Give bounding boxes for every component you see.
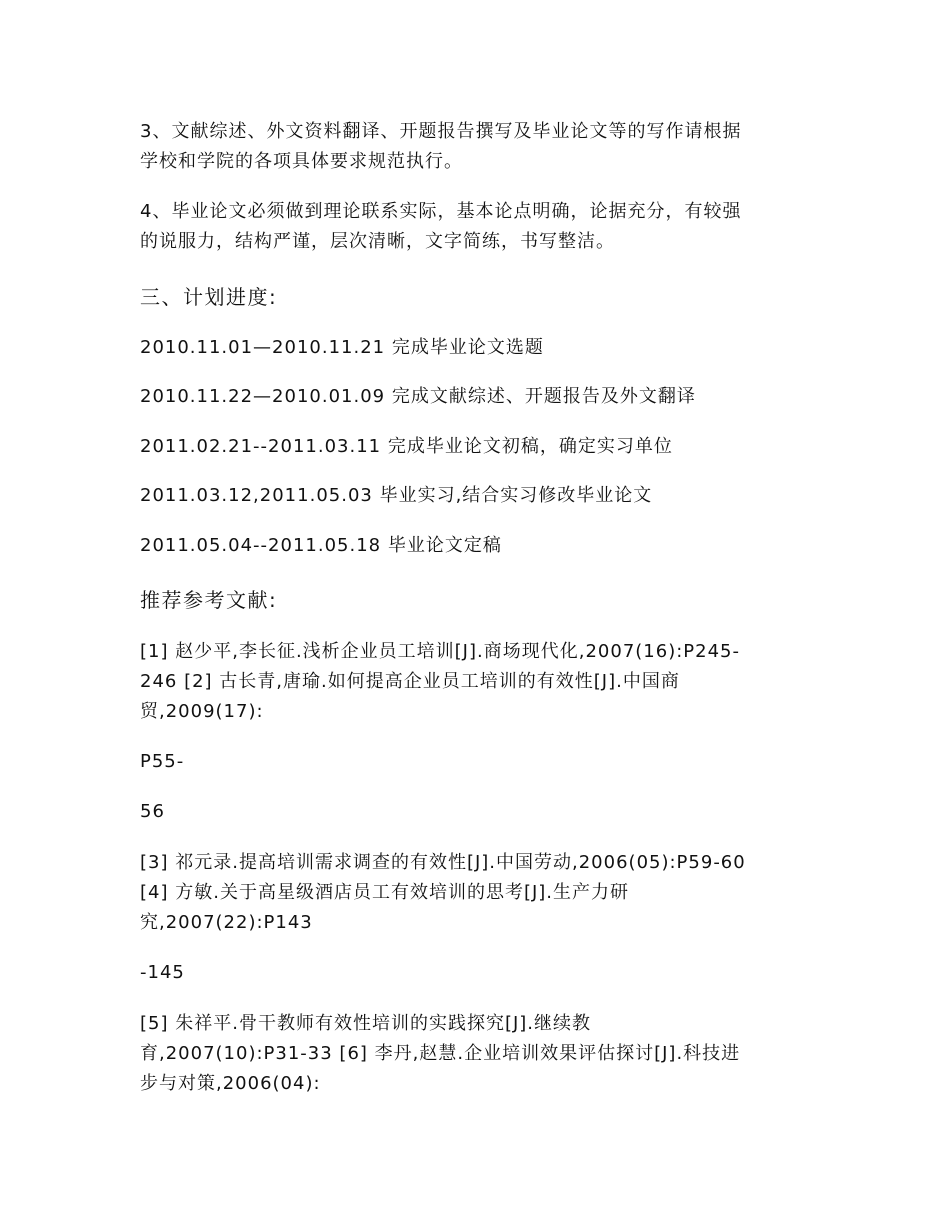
requirement-4-line-2: 的说服力，结构严谨，层次清晰，文字简练，书写整洁。	[140, 231, 615, 252]
reference-line: 56	[140, 801, 165, 822]
reference-line: 246 [2] 古长青,唐瑜.如何提高企业员工培训的有效性[J].中国商	[140, 671, 680, 692]
schedule-heading: 三、计划进度:	[140, 285, 278, 309]
reference-line: -145	[140, 962, 185, 983]
schedule-row: 2011.03.12,2011.05.03 毕业实习,结合实习修改毕业论文	[140, 485, 653, 506]
requirement-3-line-1: 3、文献综述、外文资料翻译、开题报告撰写及毕业论文等的写作请根据	[140, 121, 742, 142]
reference-line: [4] 方敏.关于高星级酒店员工有效培训的思考[J].生产力研	[140, 882, 630, 903]
reference-line: [5] 朱祥平.骨干教师有效性培训的实践探究[J].继续教	[140, 1013, 592, 1034]
requirement-3-line-2: 学校和学院的各项具体要求规范执行。	[140, 151, 463, 172]
reference-line: [3] 祁元录.提高培训需求调查的有效性[J].中国劳动,2006(05):P59-60	[140, 852, 746, 873]
reference-line: P55-	[140, 751, 185, 772]
schedule-row: 2010.11.01—2010.11.21 完成毕业论文选题	[140, 337, 544, 358]
reference-line: [1] 赵少平,李长征.浅析企业员工培训[J].商场现代化,2007(16):P245-	[140, 641, 740, 662]
requirement-4-line-1: 4、毕业论文必须做到理论联系实际，基本论点明确，论据充分，有较强	[140, 201, 742, 222]
reference-line: 育,2007(10):P31-33 [6] 李丹,赵慧.企业培训效果评估探讨[J].科技进	[140, 1043, 741, 1064]
schedule-row: 2011.05.04--2011.05.18 毕业论文定稿	[140, 535, 502, 556]
reference-line: 贸,2009(17):	[140, 701, 264, 722]
reference-line: 步与对策,2006(04):	[140, 1073, 321, 1094]
reference-line: 究,2007(22):P143	[140, 912, 313, 933]
references-heading: 推荐参考文献:	[140, 588, 278, 612]
schedule-row: 2011.02.21--2011.03.11 完成毕业论文初稿，确定实习单位	[140, 436, 673, 457]
schedule-row: 2010.11.22—2010.01.09 完成文献综述、开题报告及外文翻译	[140, 386, 696, 407]
